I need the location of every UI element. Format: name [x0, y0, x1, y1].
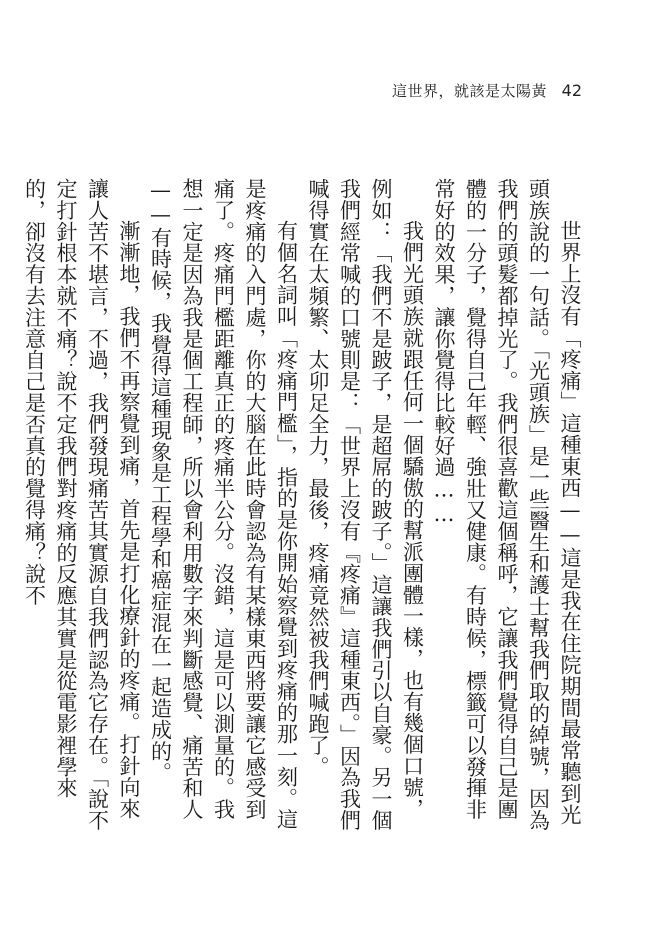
running-header: [392, 80, 582, 100]
paragraph: 我們光頭族就跟任何一個驕傲的幫派團體一樣，也有幾個口號，例如：「我們不是跛子，是超屌的跛子。」這讓我們引以自豪。另一個我們經常喊的口號則是：「世界上沒有『疼痛』這種東西。」因為我們喊得實在太頻繁、太卯足全力，最後，疼痛竟然被我們喊跑了。: [306, 178, 425, 831]
body-text: [22, 178, 585, 838]
running-title: 這世界，就該是太陽黃: [392, 81, 548, 100]
paragraph: 世界上沒有「疼痛」這種東西——這是我在住院期間最常聽到光頭族說的一句話。「光頭族」是一些醫生和護士幫我們取的綽號，因為我們的頭髮都掉光了。我們很喜歡這個稱呼，它讓我們覺得自己是團體的一分子，覺得自己年輕、強壯又健康。有時候，標籤可以發揮非常好的效果，讓你覺得比較好過……: [432, 178, 582, 831]
paragraph: 漸漸地，我們不再察覺到痛，首先是打化療針的疼痛。打針向來讓人苦不堪言，不過，我們發現痛苦其實源自我們認為它存在。「說不定打針根本就不痛？說不定我們對疼痛的反應其實是從電影裡學來的，卻沒有去注意自己是否真的覺得痛？說不: [22, 178, 141, 831]
paragraph: 有個名詞叫「疼痛門檻」，指的是你開始察覺到疼痛的那一刻。這是疼痛的入門處，你的大腦在此時會認為有某樣東西將要讓它感受到痛了。疼痛門檻距離真正的疼痛半公分。沒錯，這是可以測量的。我想一定是因為我是個工程師，所以會利用數字來判斷感覺、痛苦和人——有時候，我覺得這種現象是工程學和癌症混在一起造成的。: [148, 178, 299, 831]
page-number: 42: [561, 80, 582, 100]
